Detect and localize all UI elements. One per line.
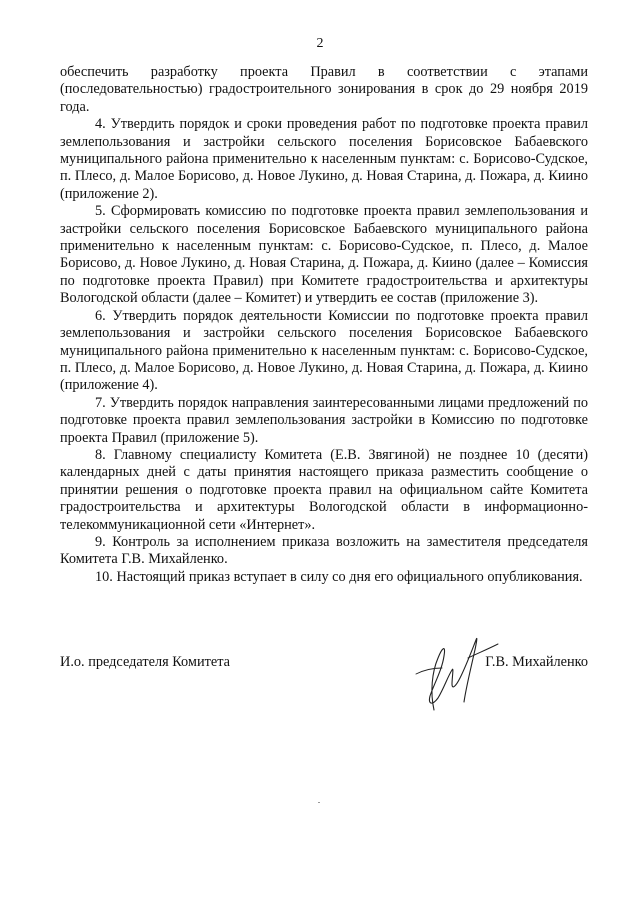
page-number: 2	[316, 36, 324, 51]
paragraph-continuation: обеспечить разработку проекта Правил в соответствии с этапами (последовательностью) градостроительного зонирования в срок до 29 ноября 2019 года.	[60, 64, 588, 115]
paragraph-item-5: 5. Сформировать комиссию по подготовке проекта правил землепользования и застройки сельского поселения Борисовское Бабаевского муниципального района применительно к населенным пунктам: с. Борисово-Судское, п. Плесо, д. Малое Борисово, д. Новое Лукино, д. Новая Старина, д. Пожара, д. Киино (далее – Комиссия по подготовке проекта Правил) при Комитете градостроительства и архитектуры Вологодской области (далее – Комитет) и утвердить ее состав (приложение 3).	[60, 203, 588, 307]
signatory-role: И.о. председателя Комитета	[60, 654, 230, 670]
paragraph-item-7: 7. Утвердить порядок направления заинтересованными лицами предложений по подготовке проекта правил землепользования застройки в Комиссию по подготовке проекта Правил (приложение 5).	[60, 394, 588, 446]
signatory-name: Г.В. Михайленко	[485, 654, 588, 670]
document-body	[60, 64, 588, 586]
paragraph-item-10: 10. Настоящий приказ вступает в силу со дня его официального опубликования.	[95, 568, 583, 585]
signature-block	[60, 654, 588, 714]
paragraph-item-8: 8. Главному специалисту Комитета (Е.В. Звягиной) не позднее 10 (десяти) календарных дней с даты принятия настоящего приказа разместить сообщение о принятии решения о подготовке проекта правил на официальном сайте Комитета градостроительства и архитектуры Вологодской области в информационно-телекоммуникационной сети «Интернет».	[60, 446, 588, 533]
scan-speck	[318, 802, 320, 803]
paragraph-item-9: 9. Контроль за исполнением приказа возложить на заместителя председателя Комитета Г.В. Михайленко.	[60, 533, 588, 568]
paragraph-item-6: 6. Утвердить порядок деятельности Комиссии по подготовке проекта правил землепользования и застройки сельского поселения Борисовское Бабаевского муниципального района применительно к населенным пунктам: с. Борисово-Судское, п. Плесо, д. Малое Борисово, д. Новое Лукино, д. Новая Старина, д. Пожара, д. Киино (приложение 4).	[60, 307, 588, 394]
paragraph-item-4: 4. Утвердить порядок и сроки проведения работ по подготовке проекта правил землепользования и застройки сельского поселения Борисовское Бабаевского муниципального района применительно к населенным пунктам: с. Борисово-Судское, п. Плесо, д. Малое Борисово, д. Новое Лукино, д. Новая Старина, д. Пожара, д. Киино (приложение 2).	[60, 116, 588, 202]
